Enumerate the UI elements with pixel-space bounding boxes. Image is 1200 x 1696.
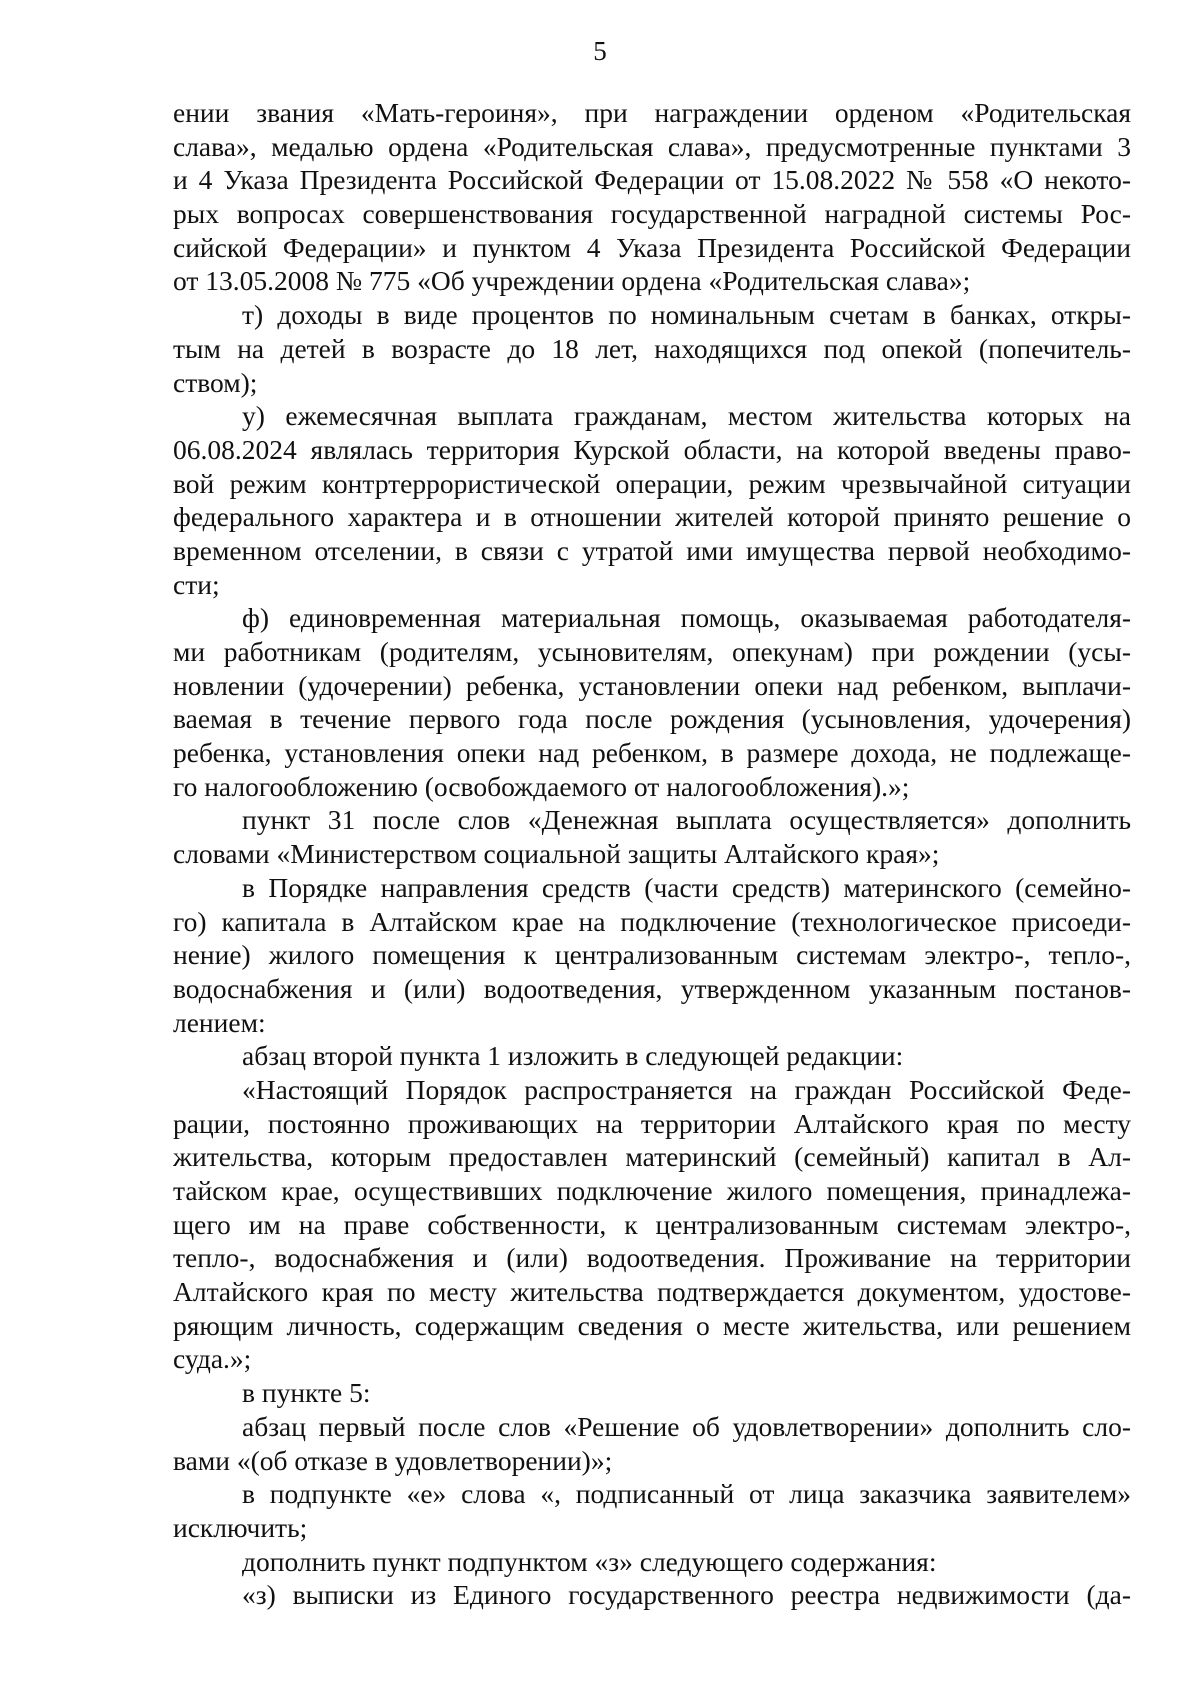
text-line: ребенка, установления опеки над ребенком, в размере дохода, не подлежаще- bbox=[173, 737, 1131, 769]
text-line: «з) выписки из Единого государственного реестра недвижимости (да- bbox=[242, 1579, 1131, 1611]
text-line: ми работникам (родителям, усыновителям, опекунам) при рождении (усы- bbox=[173, 636, 1131, 667]
text-line: у) ежемесячная выплата гражданам, местом жительства которых на bbox=[242, 400, 1131, 432]
page-number: 5 bbox=[593, 36, 607, 66]
text-line: абзац второй пункта 1 изложить в следующей редакции: bbox=[242, 1040, 904, 1072]
text-line: вой режим контртеррористической операции, режим чрезвычайной ситуации bbox=[173, 467, 1131, 499]
text-line: «Настоящий Порядок распространяется на граждан Российской Феде- bbox=[242, 1073, 1131, 1105]
text-line: слава», медалью ордена «Родительская слава», предусмотренные пунктами 3 bbox=[173, 130, 1131, 162]
text-line: ваемая в течение первого года после рождения (усыновления, удочерения) bbox=[173, 703, 1131, 735]
text-line: суда.»; bbox=[173, 1343, 252, 1375]
text-line: т) доходы в виде процентов по номинальным счетам в банках, откры- bbox=[242, 299, 1131, 331]
text-line: лением: bbox=[173, 1006, 266, 1038]
text-line: ф) единовременная материальная помощь, оказываемая работодателя- bbox=[242, 602, 1131, 634]
text-line: 06.08.2024 являлась территория Курской области, на которой введены право- bbox=[173, 433, 1131, 465]
text-line: ством); bbox=[173, 366, 258, 398]
text-line: рых вопросах совершенствования государственной наградной системы Рос- bbox=[173, 198, 1131, 230]
text-line: в Порядке направления средств (части средств) материнского (семейно- bbox=[242, 871, 1131, 903]
text-line: ряющим личность, содержащим сведения о месте жительства, или решением bbox=[173, 1309, 1131, 1341]
text-line: абзац первый после слов «Решение об удовлетворении» дополнить сло- bbox=[242, 1410, 1131, 1442]
text-line: словами «Министерством социальной защиты Алтайского края»; bbox=[173, 838, 940, 870]
text-line: от 13.05.2008 № 775 «Об учреждении ордена «Родительская слава»; bbox=[173, 265, 971, 297]
text-line: новлении (удочерении) ребенка, установлении опеки над ребенком, выплачи- bbox=[173, 669, 1131, 701]
text-line: пункт 31 после слов «Денежная выплата осуществляется» дополнить bbox=[242, 804, 1131, 836]
text-line: и 4 Указа Президента Российской Федерации от 15.08.2022 № 558 «О некото- bbox=[173, 164, 1131, 196]
text-line: водоснабжения и (или) водоотведения, утвержденном указанным постанов- bbox=[173, 972, 1131, 1004]
text-line: Алтайского края по месту жительства подтверждается документом, удостове- bbox=[173, 1276, 1131, 1308]
text-line: ении звания «Мать-героиня», при награждении орденом «Родительская bbox=[173, 97, 1131, 128]
text-line: вами «(об отказе в удовлетворении)»; bbox=[173, 1444, 613, 1476]
document-body bbox=[173, 96, 1131, 1612]
text-line: федерального характера и в отношении жителей которой принято решение о bbox=[173, 501, 1131, 533]
text-line: тепло-, водоснабжения и (или) водоотведения. Проживание на территории bbox=[173, 1242, 1131, 1274]
text-line: го) капитала в Алтайском крае на подключение (технологическое присоеди- bbox=[173, 905, 1131, 937]
text-line: сти; bbox=[173, 568, 220, 600]
text-line: го налогообложению (освобождаемого от налогообложения).»; bbox=[173, 770, 910, 802]
text-line: в подпункте «е» слова «, подписанный от лица заказчика заявителем» bbox=[242, 1478, 1131, 1510]
text-line: тайском крае, осуществивших подключение жилого помещения, принадлежа- bbox=[173, 1175, 1131, 1206]
text-line: дополнить пункт подпунктом «з» следующего содержания: bbox=[242, 1545, 937, 1577]
text-line: щего им на праве собственности, к централизованным системам электро-, bbox=[173, 1208, 1131, 1240]
text-line: жительства, которым предоставлен материнский (семейный) капитал в Ал- bbox=[173, 1141, 1131, 1173]
text-line: нение) жилого помещения к централизованным системам электро-, тепло-, bbox=[173, 939, 1131, 971]
text-line: временном отселении, в связи с утратой ими имущества первой необходимо- bbox=[173, 534, 1131, 566]
text-line: в пункте 5: bbox=[242, 1377, 371, 1409]
text-line: сийской Федерации» и пунктом 4 Указа Президента Российской Федерации bbox=[173, 231, 1131, 263]
text-line: исключить; bbox=[173, 1511, 308, 1543]
text-line: тым на детей в возрасте до 18 лет, находящихся под опекой (попечитель- bbox=[173, 332, 1131, 364]
text-line: рации, постоянно проживающих на территории Алтайского края по месту bbox=[173, 1107, 1131, 1139]
